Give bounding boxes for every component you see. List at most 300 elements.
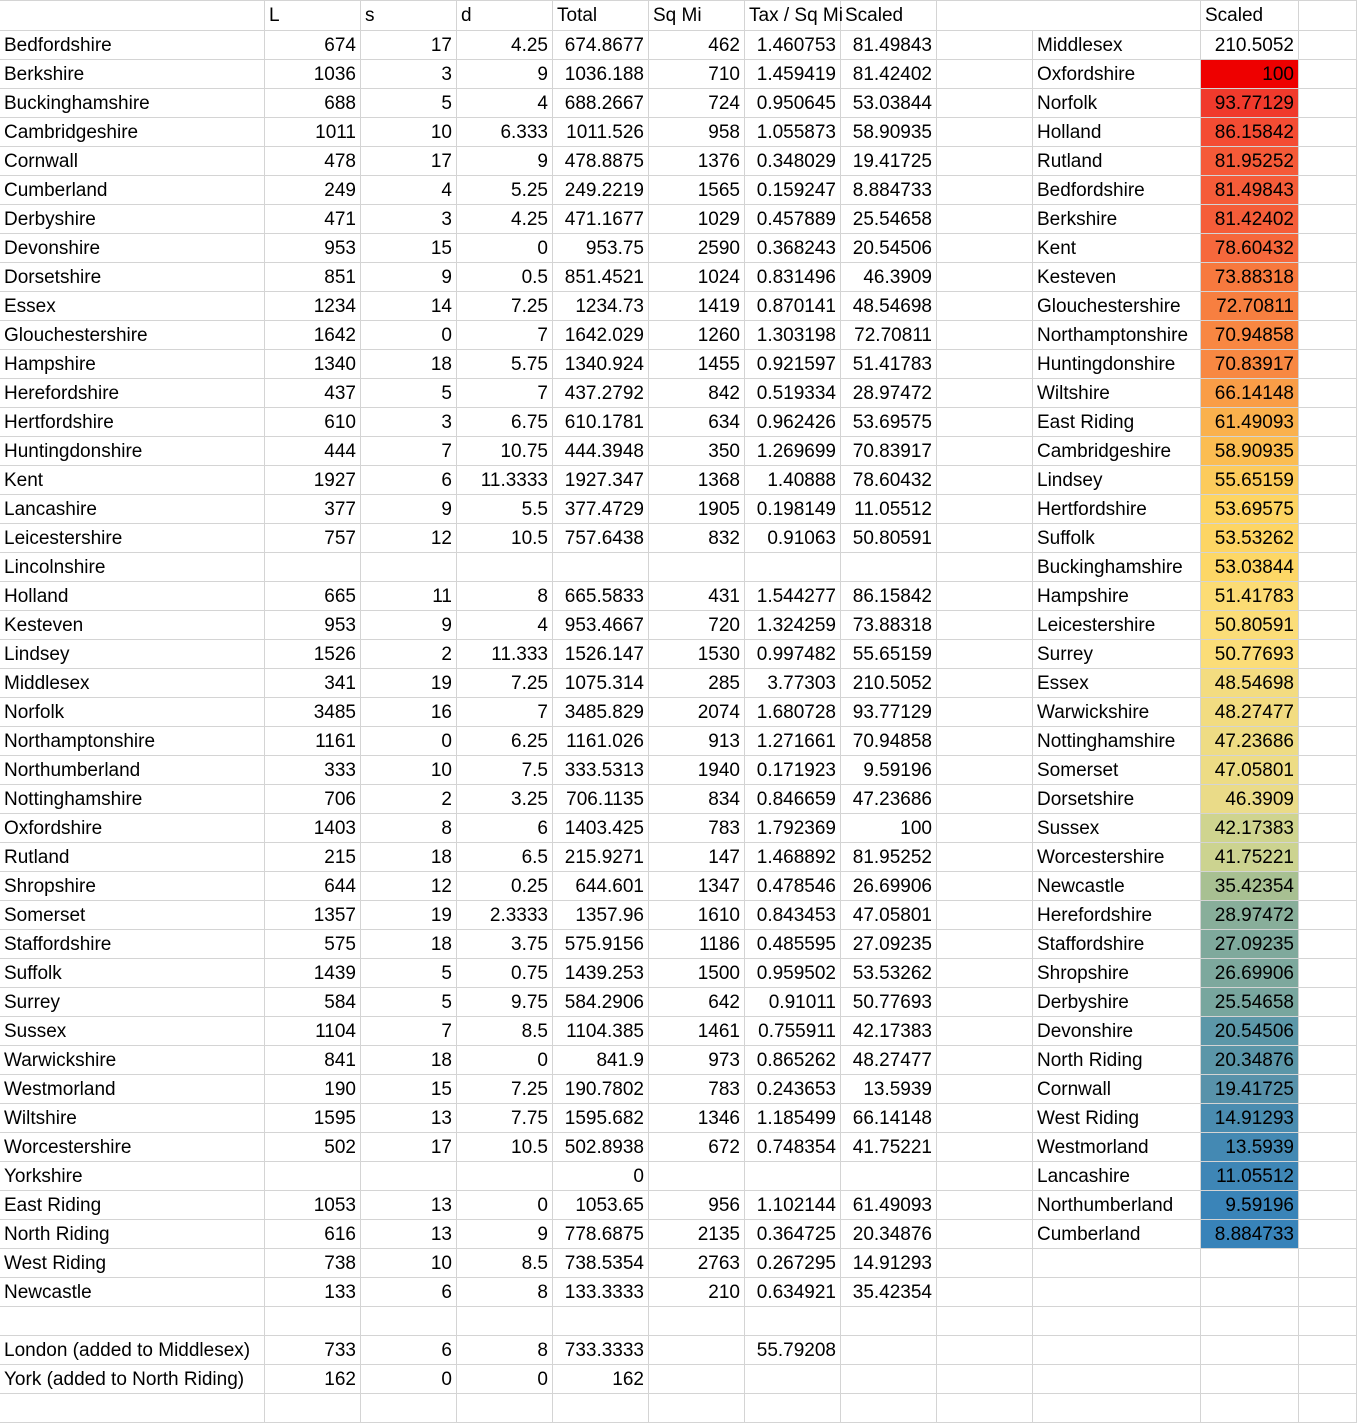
cell-scaled[interactable]: 13.5939 bbox=[841, 1075, 937, 1104]
cell-name[interactable]: Cornwall bbox=[0, 147, 265, 176]
cell-extra[interactable] bbox=[1299, 988, 1357, 1017]
cell-name[interactable]: Leicestershire bbox=[0, 524, 265, 553]
cell-d[interactable]: 0 bbox=[457, 1191, 553, 1220]
cell-taxsqmi[interactable]: 0.478546 bbox=[745, 872, 841, 901]
cell-scaled[interactable]: 42.17383 bbox=[841, 1017, 937, 1046]
cell-rank-scaled[interactable]: 25.54658 bbox=[1201, 988, 1299, 1017]
cell-l[interactable]: 502 bbox=[265, 1133, 361, 1162]
cell-taxsqmi[interactable]: 1.185499 bbox=[745, 1104, 841, 1133]
cell-rank-scaled[interactable]: 48.54698 bbox=[1201, 669, 1299, 698]
cell-extra[interactable] bbox=[1299, 959, 1357, 988]
cell-s[interactable]: 18 bbox=[361, 1046, 457, 1075]
cell-s[interactable]: 3 bbox=[361, 60, 457, 89]
cell-rank-name[interactable]: Surrey bbox=[1033, 640, 1201, 669]
cell-rank-name[interactable]: Nottinghamshire bbox=[1033, 727, 1201, 756]
cell-s[interactable]: 10 bbox=[361, 756, 457, 785]
cell-sqmi[interactable]: 1530 bbox=[649, 640, 745, 669]
cell-name[interactable]: Hampshire bbox=[0, 350, 265, 379]
cell-s[interactable]: 0 bbox=[361, 727, 457, 756]
cell-total[interactable] bbox=[553, 1394, 649, 1423]
cell-l[interactable]: 1340 bbox=[265, 350, 361, 379]
header-cell-extra[interactable] bbox=[1299, 0, 1357, 31]
cell-rank-name[interactable]: Middlesex bbox=[1033, 31, 1201, 60]
cell-spacer[interactable] bbox=[937, 408, 1033, 437]
header-cell-d[interactable]: d bbox=[457, 0, 553, 31]
cell-scaled[interactable]: 73.88318 bbox=[841, 611, 937, 640]
cell-l[interactable]: 1642 bbox=[265, 321, 361, 350]
cell-scaled[interactable]: 11.05512 bbox=[841, 495, 937, 524]
cell-extra[interactable] bbox=[1299, 1162, 1357, 1191]
cell-spacer[interactable] bbox=[937, 1162, 1033, 1191]
cell-scaled[interactable]: 81.49843 bbox=[841, 31, 937, 60]
cell-extra[interactable] bbox=[1299, 60, 1357, 89]
cell-sqmi[interactable]: 1905 bbox=[649, 495, 745, 524]
cell-spacer[interactable] bbox=[937, 988, 1033, 1017]
cell-total[interactable]: 584.2906 bbox=[553, 988, 649, 1017]
cell-extra[interactable] bbox=[1299, 1394, 1357, 1423]
cell-scaled[interactable]: 26.69906 bbox=[841, 872, 937, 901]
cell-taxsqmi[interactable]: 0.755911 bbox=[745, 1017, 841, 1046]
cell-spacer[interactable] bbox=[937, 205, 1033, 234]
cell-s[interactable]: 3 bbox=[361, 205, 457, 234]
cell-d[interactable]: 9 bbox=[457, 1220, 553, 1249]
cell-taxsqmi[interactable] bbox=[745, 1365, 841, 1394]
cell-name[interactable]: Holland bbox=[0, 582, 265, 611]
cell-total[interactable]: 1011.526 bbox=[553, 118, 649, 147]
cell-spacer[interactable] bbox=[937, 437, 1033, 466]
cell-scaled[interactable]: 70.94858 bbox=[841, 727, 937, 756]
cell-l[interactable] bbox=[265, 553, 361, 582]
cell-name[interactable]: Kent bbox=[0, 466, 265, 495]
cell-name[interactable]: Glouchestershire bbox=[0, 321, 265, 350]
cell-sqmi[interactable]: 1346 bbox=[649, 1104, 745, 1133]
cell-d[interactable] bbox=[457, 1162, 553, 1191]
cell-extra[interactable] bbox=[1299, 408, 1357, 437]
cell-extra[interactable] bbox=[1299, 1249, 1357, 1278]
cell-taxsqmi[interactable]: 0.364725 bbox=[745, 1220, 841, 1249]
cell-name[interactable]: Newcastle bbox=[0, 1278, 265, 1307]
cell-sqmi[interactable]: 431 bbox=[649, 582, 745, 611]
cell-name[interactable]: Buckinghamshire bbox=[0, 89, 265, 118]
cell-taxsqmi[interactable] bbox=[745, 1394, 841, 1423]
cell-taxsqmi[interactable]: 1.544277 bbox=[745, 582, 841, 611]
cell-extra[interactable] bbox=[1299, 1307, 1357, 1336]
cell-extra[interactable] bbox=[1299, 292, 1357, 321]
cell-rank-name[interactable]: Newcastle bbox=[1033, 872, 1201, 901]
cell-name[interactable] bbox=[0, 1394, 265, 1423]
cell-rank-scaled[interactable]: 70.83917 bbox=[1201, 350, 1299, 379]
cell-name[interactable]: Bedfordshire bbox=[0, 31, 265, 60]
cell-extra[interactable] bbox=[1299, 1017, 1357, 1046]
cell-rank-name[interactable]: Leicestershire bbox=[1033, 611, 1201, 640]
cell-d[interactable]: 7.25 bbox=[457, 292, 553, 321]
cell-extra[interactable] bbox=[1299, 118, 1357, 147]
cell-d[interactable]: 5.75 bbox=[457, 350, 553, 379]
cell-total[interactable]: 688.2667 bbox=[553, 89, 649, 118]
cell-s[interactable] bbox=[361, 553, 457, 582]
cell-s[interactable]: 9 bbox=[361, 495, 457, 524]
cell-total[interactable]: 1104.385 bbox=[553, 1017, 649, 1046]
cell-scaled[interactable] bbox=[841, 1162, 937, 1191]
cell-total[interactable]: 851.4521 bbox=[553, 263, 649, 292]
cell-rank-name[interactable]: Bedfordshire bbox=[1033, 176, 1201, 205]
cell-name[interactable]: Hertfordshire bbox=[0, 408, 265, 437]
cell-s[interactable]: 17 bbox=[361, 1133, 457, 1162]
cell-rank-scaled[interactable]: 47.23686 bbox=[1201, 727, 1299, 756]
cell-total[interactable]: 249.2219 bbox=[553, 176, 649, 205]
cell-extra[interactable] bbox=[1299, 1278, 1357, 1307]
cell-extra[interactable] bbox=[1299, 205, 1357, 234]
cell-name[interactable]: Northamptonshire bbox=[0, 727, 265, 756]
cell-taxsqmi[interactable]: 0.485595 bbox=[745, 930, 841, 959]
cell-d[interactable]: 2.3333 bbox=[457, 901, 553, 930]
cell-total[interactable]: 1161.026 bbox=[553, 727, 649, 756]
cell-l[interactable]: 1011 bbox=[265, 118, 361, 147]
cell-extra[interactable] bbox=[1299, 930, 1357, 959]
cell-l[interactable]: 665 bbox=[265, 582, 361, 611]
cell-name[interactable]: York (added to North Riding) bbox=[0, 1365, 265, 1394]
cell-rank-name[interactable] bbox=[1033, 1307, 1201, 1336]
cell-s[interactable]: 17 bbox=[361, 147, 457, 176]
cell-scaled[interactable]: 48.27477 bbox=[841, 1046, 937, 1075]
cell-taxsqmi[interactable]: 0.870141 bbox=[745, 292, 841, 321]
cell-s[interactable]: 14 bbox=[361, 292, 457, 321]
cell-scaled[interactable] bbox=[841, 1336, 937, 1365]
cell-rank-name[interactable]: Kent bbox=[1033, 234, 1201, 263]
cell-extra[interactable] bbox=[1299, 437, 1357, 466]
cell-s[interactable] bbox=[361, 1307, 457, 1336]
cell-sqmi[interactable]: 672 bbox=[649, 1133, 745, 1162]
cell-s[interactable]: 13 bbox=[361, 1220, 457, 1249]
cell-scaled[interactable]: 210.5052 bbox=[841, 669, 937, 698]
cell-rank-name[interactable]: Norfolk bbox=[1033, 89, 1201, 118]
cell-total[interactable]: 444.3948 bbox=[553, 437, 649, 466]
cell-scaled[interactable]: 9.59196 bbox=[841, 756, 937, 785]
cell-scaled[interactable]: 46.3909 bbox=[841, 263, 937, 292]
cell-rank-name[interactable]: Worcestershire bbox=[1033, 843, 1201, 872]
cell-l[interactable]: 616 bbox=[265, 1220, 361, 1249]
cell-taxsqmi[interactable]: 1.460753 bbox=[745, 31, 841, 60]
cell-rank-scaled[interactable]: 9.59196 bbox=[1201, 1191, 1299, 1220]
cell-d[interactable]: 7 bbox=[457, 379, 553, 408]
cell-spacer[interactable] bbox=[937, 959, 1033, 988]
cell-spacer[interactable] bbox=[937, 234, 1033, 263]
cell-total[interactable]: 841.9 bbox=[553, 1046, 649, 1075]
cell-taxsqmi[interactable] bbox=[745, 553, 841, 582]
cell-name[interactable]: Cumberland bbox=[0, 176, 265, 205]
cell-taxsqmi[interactable]: 0.634921 bbox=[745, 1278, 841, 1307]
cell-rank-name[interactable]: Northumberland bbox=[1033, 1191, 1201, 1220]
cell-scaled[interactable]: 20.54506 bbox=[841, 234, 937, 263]
cell-spacer[interactable] bbox=[937, 31, 1033, 60]
cell-sqmi[interactable]: 1186 bbox=[649, 930, 745, 959]
cell-sqmi[interactable]: 2590 bbox=[649, 234, 745, 263]
cell-taxsqmi[interactable]: 1.102144 bbox=[745, 1191, 841, 1220]
cell-taxsqmi[interactable]: 0.457889 bbox=[745, 205, 841, 234]
cell-rank-name[interactable]: Glouchestershire bbox=[1033, 292, 1201, 321]
cell-name[interactable]: Dorsetshire bbox=[0, 263, 265, 292]
cell-total[interactable]: 1036.188 bbox=[553, 60, 649, 89]
cell-taxsqmi[interactable]: 0.959502 bbox=[745, 959, 841, 988]
header-cell-right-0[interactable] bbox=[937, 0, 1201, 31]
cell-extra[interactable] bbox=[1299, 234, 1357, 263]
cell-taxsqmi[interactable]: 0.843453 bbox=[745, 901, 841, 930]
cell-d[interactable] bbox=[457, 1307, 553, 1336]
cell-name[interactable]: Wiltshire bbox=[0, 1104, 265, 1133]
cell-name[interactable]: Cambridgeshire bbox=[0, 118, 265, 147]
cell-spacer[interactable] bbox=[937, 350, 1033, 379]
cell-s[interactable]: 5 bbox=[361, 89, 457, 118]
cell-total[interactable]: 757.6438 bbox=[553, 524, 649, 553]
cell-rank-name[interactable]: Cumberland bbox=[1033, 1220, 1201, 1249]
cell-rank-name[interactable]: Somerset bbox=[1033, 756, 1201, 785]
cell-l[interactable]: 478 bbox=[265, 147, 361, 176]
cell-extra[interactable] bbox=[1299, 176, 1357, 205]
cell-rank-scaled[interactable]: 81.42402 bbox=[1201, 205, 1299, 234]
cell-sqmi[interactable]: 783 bbox=[649, 1075, 745, 1104]
cell-total[interactable]: 437.2792 bbox=[553, 379, 649, 408]
cell-scaled[interactable]: 81.42402 bbox=[841, 60, 937, 89]
cell-d[interactable]: 6.5 bbox=[457, 843, 553, 872]
cell-taxsqmi[interactable] bbox=[745, 1162, 841, 1191]
cell-l[interactable]: 688 bbox=[265, 89, 361, 118]
cell-d[interactable]: 7.5 bbox=[457, 756, 553, 785]
cell-taxsqmi[interactable]: 0.519334 bbox=[745, 379, 841, 408]
cell-sqmi[interactable]: 350 bbox=[649, 437, 745, 466]
cell-d[interactable]: 9 bbox=[457, 147, 553, 176]
cell-s[interactable]: 18 bbox=[361, 930, 457, 959]
cell-s[interactable]: 18 bbox=[361, 843, 457, 872]
cell-extra[interactable] bbox=[1299, 466, 1357, 495]
cell-scaled[interactable]: 14.91293 bbox=[841, 1249, 937, 1278]
cell-total[interactable]: 471.1677 bbox=[553, 205, 649, 234]
cell-sqmi[interactable]: 1610 bbox=[649, 901, 745, 930]
cell-sqmi[interactable]: 1461 bbox=[649, 1017, 745, 1046]
header-cell-name[interactable] bbox=[0, 0, 265, 31]
cell-rank-scaled[interactable]: 35.42354 bbox=[1201, 872, 1299, 901]
cell-name[interactable]: Devonshire bbox=[0, 234, 265, 263]
cell-extra[interactable] bbox=[1299, 350, 1357, 379]
cell-extra[interactable] bbox=[1299, 1133, 1357, 1162]
cell-rank-scaled[interactable]: 53.03844 bbox=[1201, 553, 1299, 582]
cell-rank-scaled[interactable]: 81.49843 bbox=[1201, 176, 1299, 205]
cell-scaled[interactable]: 19.41725 bbox=[841, 147, 937, 176]
cell-extra[interactable] bbox=[1299, 669, 1357, 698]
header-cell-s[interactable]: s bbox=[361, 0, 457, 31]
cell-sqmi[interactable]: 958 bbox=[649, 118, 745, 147]
cell-total[interactable]: 1439.253 bbox=[553, 959, 649, 988]
cell-taxsqmi[interactable]: 0.962426 bbox=[745, 408, 841, 437]
cell-spacer[interactable] bbox=[937, 1075, 1033, 1104]
cell-rank-scaled[interactable]: 70.94858 bbox=[1201, 321, 1299, 350]
cell-total[interactable]: 1234.73 bbox=[553, 292, 649, 321]
cell-spacer[interactable] bbox=[937, 1249, 1033, 1278]
cell-spacer[interactable] bbox=[937, 524, 1033, 553]
cell-d[interactable]: 6.25 bbox=[457, 727, 553, 756]
cell-l[interactable]: 1357 bbox=[265, 901, 361, 930]
cell-rank-name[interactable]: Oxfordshire bbox=[1033, 60, 1201, 89]
cell-taxsqmi[interactable]: 0.198149 bbox=[745, 495, 841, 524]
cell-extra[interactable] bbox=[1299, 901, 1357, 930]
cell-rank-scaled[interactable]: 27.09235 bbox=[1201, 930, 1299, 959]
cell-rank-scaled[interactable]: 53.69575 bbox=[1201, 495, 1299, 524]
cell-taxsqmi[interactable]: 0.159247 bbox=[745, 176, 841, 205]
cell-sqmi[interactable]: 1260 bbox=[649, 321, 745, 350]
cell-total[interactable]: 575.9156 bbox=[553, 930, 649, 959]
cell-total[interactable]: 733.3333 bbox=[553, 1336, 649, 1365]
cell-scaled[interactable]: 93.77129 bbox=[841, 698, 937, 727]
cell-rank-scaled[interactable]: 46.3909 bbox=[1201, 785, 1299, 814]
cell-name[interactable]: Herefordshire bbox=[0, 379, 265, 408]
cell-name[interactable]: Suffolk bbox=[0, 959, 265, 988]
cell-s[interactable]: 13 bbox=[361, 1104, 457, 1133]
cell-l[interactable]: 706 bbox=[265, 785, 361, 814]
cell-name[interactable]: Rutland bbox=[0, 843, 265, 872]
cell-taxsqmi[interactable]: 0.748354 bbox=[745, 1133, 841, 1162]
cell-total[interactable]: 0 bbox=[553, 1162, 649, 1191]
cell-name[interactable]: London (added to Middlesex) bbox=[0, 1336, 265, 1365]
cell-scaled[interactable]: 53.53262 bbox=[841, 959, 937, 988]
cell-scaled[interactable]: 78.60432 bbox=[841, 466, 937, 495]
cell-name[interactable]: Westmorland bbox=[0, 1075, 265, 1104]
cell-d[interactable]: 0.5 bbox=[457, 263, 553, 292]
cell-s[interactable]: 15 bbox=[361, 234, 457, 263]
cell-rank-scaled[interactable]: 11.05512 bbox=[1201, 1162, 1299, 1191]
cell-scaled[interactable]: 27.09235 bbox=[841, 930, 937, 959]
cell-spacer[interactable] bbox=[937, 1365, 1033, 1394]
cell-s[interactable]: 7 bbox=[361, 1017, 457, 1046]
cell-taxsqmi[interactable]: 0.865262 bbox=[745, 1046, 841, 1075]
cell-spacer[interactable] bbox=[937, 669, 1033, 698]
cell-rank-scaled[interactable]: 41.75221 bbox=[1201, 843, 1299, 872]
cell-s[interactable]: 5 bbox=[361, 379, 457, 408]
cell-scaled[interactable]: 61.49093 bbox=[841, 1191, 937, 1220]
cell-name[interactable]: Lincolnshire bbox=[0, 553, 265, 582]
cell-d[interactable]: 11.3333 bbox=[457, 466, 553, 495]
cell-d[interactable] bbox=[457, 1394, 553, 1423]
cell-d[interactable]: 11.333 bbox=[457, 640, 553, 669]
cell-taxsqmi[interactable]: 1.269699 bbox=[745, 437, 841, 466]
cell-rank-name[interactable]: Shropshire bbox=[1033, 959, 1201, 988]
cell-d[interactable]: 3.75 bbox=[457, 930, 553, 959]
cell-spacer[interactable] bbox=[937, 930, 1033, 959]
cell-sqmi[interactable]: 720 bbox=[649, 611, 745, 640]
cell-rank-scaled[interactable]: 51.41783 bbox=[1201, 582, 1299, 611]
cell-l[interactable]: 215 bbox=[265, 843, 361, 872]
cell-rank-name[interactable]: Wiltshire bbox=[1033, 379, 1201, 408]
cell-l[interactable]: 377 bbox=[265, 495, 361, 524]
header-cell-right-1[interactable]: Scaled bbox=[1201, 0, 1299, 31]
cell-d[interactable]: 4 bbox=[457, 611, 553, 640]
cell-spacer[interactable] bbox=[937, 1336, 1033, 1365]
cell-name[interactable]: Sussex bbox=[0, 1017, 265, 1046]
cell-rank-scaled[interactable]: 100 bbox=[1201, 60, 1299, 89]
cell-sqmi[interactable]: 147 bbox=[649, 843, 745, 872]
cell-d[interactable]: 8.5 bbox=[457, 1249, 553, 1278]
cell-rank-name[interactable] bbox=[1033, 1249, 1201, 1278]
cell-total[interactable] bbox=[553, 553, 649, 582]
cell-extra[interactable] bbox=[1299, 640, 1357, 669]
header-cell-sqmi[interactable]: Sq Mi bbox=[649, 0, 745, 31]
cell-rank-scaled[interactable] bbox=[1201, 1307, 1299, 1336]
cell-l[interactable]: 757 bbox=[265, 524, 361, 553]
cell-extra[interactable] bbox=[1299, 495, 1357, 524]
cell-l[interactable]: 851 bbox=[265, 263, 361, 292]
cell-rank-scaled[interactable]: 93.77129 bbox=[1201, 89, 1299, 118]
cell-total[interactable]: 1927.347 bbox=[553, 466, 649, 495]
cell-sqmi[interactable] bbox=[649, 1162, 745, 1191]
cell-d[interactable]: 8 bbox=[457, 1278, 553, 1307]
cell-name[interactable]: Warwickshire bbox=[0, 1046, 265, 1075]
cell-taxsqmi[interactable]: 1.40888 bbox=[745, 466, 841, 495]
cell-d[interactable] bbox=[457, 553, 553, 582]
cell-sqmi[interactable]: 1500 bbox=[649, 959, 745, 988]
cell-taxsqmi[interactable]: 0.846659 bbox=[745, 785, 841, 814]
cell-total[interactable]: 162 bbox=[553, 1365, 649, 1394]
cell-rank-name[interactable]: Huntingdonshire bbox=[1033, 350, 1201, 379]
cell-sqmi[interactable]: 1368 bbox=[649, 466, 745, 495]
cell-l[interactable]: 1053 bbox=[265, 1191, 361, 1220]
cell-spacer[interactable] bbox=[937, 727, 1033, 756]
cell-d[interactable]: 0.25 bbox=[457, 872, 553, 901]
cell-l[interactable]: 953 bbox=[265, 611, 361, 640]
cell-rank-name[interactable] bbox=[1033, 1278, 1201, 1307]
cell-spacer[interactable] bbox=[937, 321, 1033, 350]
cell-taxsqmi[interactable]: 0.368243 bbox=[745, 234, 841, 263]
cell-l[interactable]: 249 bbox=[265, 176, 361, 205]
cell-taxsqmi[interactable]: 0.171923 bbox=[745, 756, 841, 785]
cell-rank-scaled[interactable] bbox=[1201, 1249, 1299, 1278]
cell-rank-scaled[interactable]: 81.95252 bbox=[1201, 147, 1299, 176]
cell-d[interactable]: 0 bbox=[457, 234, 553, 263]
cell-sqmi[interactable]: 956 bbox=[649, 1191, 745, 1220]
cell-taxsqmi[interactable]: 1.303198 bbox=[745, 321, 841, 350]
cell-taxsqmi[interactable]: 0.950645 bbox=[745, 89, 841, 118]
cell-sqmi[interactable]: 832 bbox=[649, 524, 745, 553]
cell-name[interactable]: East Riding bbox=[0, 1191, 265, 1220]
cell-rank-name[interactable]: Sussex bbox=[1033, 814, 1201, 843]
cell-l[interactable]: 471 bbox=[265, 205, 361, 234]
cell-rank-scaled[interactable] bbox=[1201, 1365, 1299, 1394]
cell-name[interactable]: Lindsey bbox=[0, 640, 265, 669]
cell-total[interactable]: 665.5833 bbox=[553, 582, 649, 611]
cell-total[interactable]: 1357.96 bbox=[553, 901, 649, 930]
cell-taxsqmi[interactable]: 1.055873 bbox=[745, 118, 841, 147]
cell-taxsqmi[interactable]: 0.267295 bbox=[745, 1249, 841, 1278]
cell-rank-scaled[interactable]: 28.97472 bbox=[1201, 901, 1299, 930]
cell-scaled[interactable]: 100 bbox=[841, 814, 937, 843]
cell-rank-scaled[interactable]: 53.53262 bbox=[1201, 524, 1299, 553]
cell-spacer[interactable] bbox=[937, 901, 1033, 930]
cell-scaled[interactable] bbox=[841, 1365, 937, 1394]
cell-s[interactable]: 19 bbox=[361, 669, 457, 698]
cell-l[interactable]: 133 bbox=[265, 1278, 361, 1307]
cell-l[interactable]: 190 bbox=[265, 1075, 361, 1104]
cell-rank-name[interactable]: Kesteven bbox=[1033, 263, 1201, 292]
cell-d[interactable]: 9 bbox=[457, 60, 553, 89]
cell-s[interactable]: 7 bbox=[361, 437, 457, 466]
cell-d[interactable]: 6 bbox=[457, 814, 553, 843]
cell-rank-scaled[interactable]: 20.54506 bbox=[1201, 1017, 1299, 1046]
cell-total[interactable]: 953.4667 bbox=[553, 611, 649, 640]
cell-rank-name[interactable]: Northamptonshire bbox=[1033, 321, 1201, 350]
cell-name[interactable]: Lancashire bbox=[0, 495, 265, 524]
cell-extra[interactable] bbox=[1299, 727, 1357, 756]
cell-extra[interactable] bbox=[1299, 379, 1357, 408]
cell-rank-scaled[interactable]: 66.14148 bbox=[1201, 379, 1299, 408]
cell-spacer[interactable] bbox=[937, 1017, 1033, 1046]
cell-d[interactable]: 10.5 bbox=[457, 1133, 553, 1162]
